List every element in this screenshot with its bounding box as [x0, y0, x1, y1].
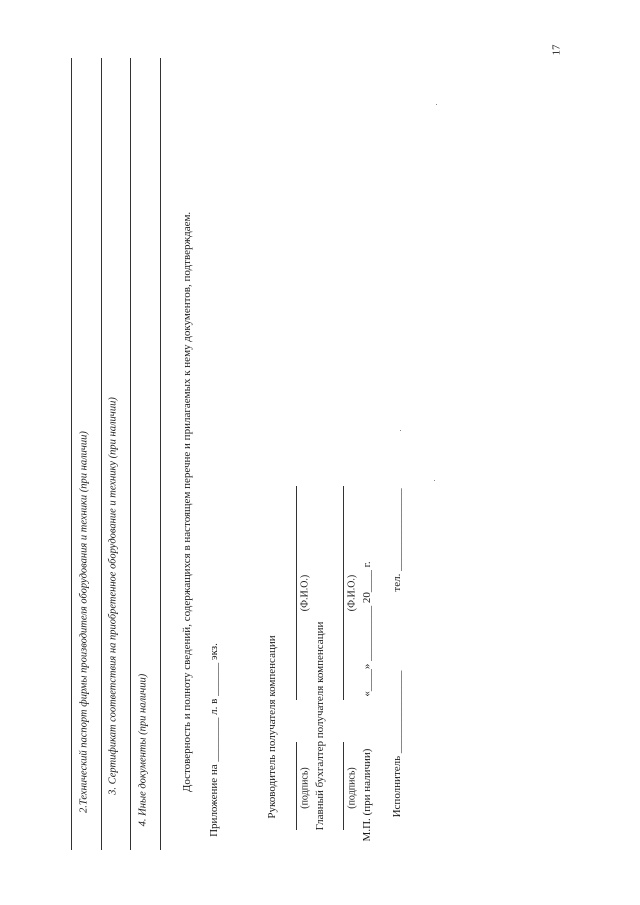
table-rule — [101, 58, 102, 850]
table-rule — [160, 58, 161, 850]
table-rule — [71, 58, 72, 850]
confirmation-text: Достоверность и полноту сведений, содержащихся в настоящем перечне и прилагаемых к нему документов, подтверждаем. — [181, 211, 193, 793]
fio-label-2: (Ф.И.О.) — [346, 574, 358, 612]
stamp-label: М.П. (при наличии) — [361, 748, 373, 842]
chief-accountant-title: Главный бухгалтер получателя компенсации — [314, 621, 326, 831]
scan-speck — [434, 480, 435, 481]
fio-label: (Ф.И.О.) — [299, 574, 311, 612]
fio-line — [296, 486, 297, 700]
sign-label: (подпись) — [299, 767, 311, 809]
executor-line: Исполнитель _______________ — [391, 670, 403, 818]
attachment-line: Приложение на ________ л. в ______ экз. — [208, 643, 220, 837]
scan-speck — [436, 104, 437, 105]
page-number: 17 — [550, 44, 563, 56]
sign-label-2: (подпись) — [346, 767, 358, 809]
signature-line-2 — [343, 742, 344, 830]
head-title: Руководитель получателя компенсации — [266, 635, 278, 819]
doc-item-2: 2.Технический паспорт фирмы производителя оборудования и техники (при наличии) — [78, 431, 90, 813]
tel-line: тел. _______________ — [391, 488, 403, 592]
doc-item-4: 4. Иные документы (при наличии) — [137, 673, 149, 827]
fio-line-2 — [343, 486, 344, 700]
scan-speck — [400, 430, 401, 431]
table-rule — [130, 58, 131, 850]
signature-line — [296, 742, 297, 830]
date-line: «____» __________ 20____ г. — [361, 561, 373, 697]
doc-item-3: 3. Сертификат соответствия на приобретенное оборудование и технику (при наличии) — [107, 397, 119, 795]
